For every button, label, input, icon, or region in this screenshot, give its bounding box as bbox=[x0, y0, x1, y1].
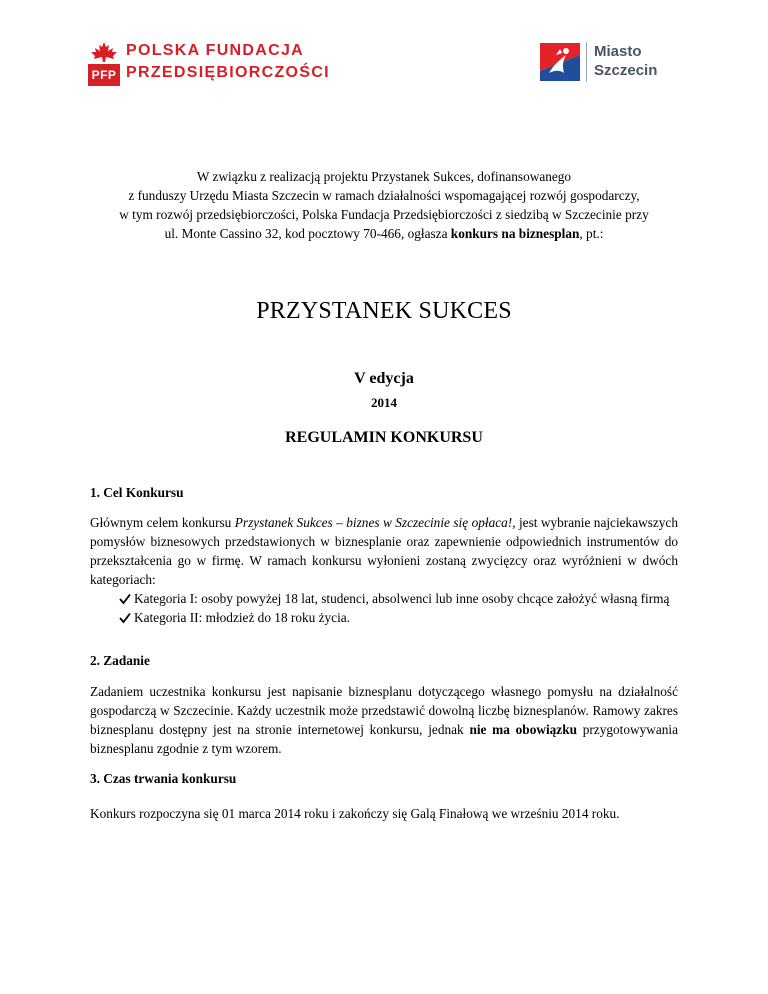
document-title: PRZYSTANEK SUKCES bbox=[256, 298, 512, 324]
intro-emphasis: konkurs na biznesplan bbox=[450, 226, 580, 241]
section-3-heading: 3. Czas trwania konkursu bbox=[90, 771, 237, 786]
pfp-mark bbox=[88, 42, 120, 86]
text-run: Głównym celem konkursu bbox=[90, 515, 235, 530]
regulation-title: REGULAMIN KONKURSU bbox=[285, 429, 483, 446]
list-item-text: Kategoria I: osoby powyżej 18 lat, studenci, absolwenci lub inne osoby chcące założyć własną firmą bbox=[134, 591, 670, 606]
pfp-logo-line2: PRZEDSIĘBIORCZOŚCI bbox=[126, 64, 330, 81]
intro-line: w tym rozwój przedsiębiorczości, Polska Fundacja Przedsiębiorczości z siedzibą w Szczecinie przy bbox=[119, 207, 649, 222]
section-2-body bbox=[90, 682, 678, 758]
contest-name: Przystanek Sukces – biznes w Szczecinie się opłaca!, bbox=[234, 515, 516, 530]
logo-divider bbox=[586, 42, 587, 82]
section-3-body bbox=[90, 804, 678, 823]
section-1-text bbox=[90, 513, 678, 589]
szczecin-emblem-icon bbox=[540, 43, 580, 81]
list-item bbox=[90, 589, 678, 608]
year-label: 2014 bbox=[371, 395, 397, 410]
szczecin-logo-line1: Miasto bbox=[594, 43, 642, 60]
section-1-body bbox=[90, 513, 678, 627]
list-item-text: Kategoria II: młodzież do 18 roku życia. bbox=[134, 610, 350, 625]
pfp-logo-line1: POLSKA FUNDACJA bbox=[126, 42, 305, 59]
szczecin-logo-line2: Szczecin bbox=[594, 62, 658, 79]
text-run: jest wybranie najciekawszych pomysłów biznesowych przedstawionych w biznesplanie oraz zapewnienie odpowiednich instrumentów do przekształcenia go w firmę. W ramach konkursu wyłonieni zostaną zwycięzcy oraz wyróżnieni w dwóch kategoriach: bbox=[90, 515, 678, 587]
checkmark-icon bbox=[118, 592, 132, 606]
edition-label: V edycja bbox=[354, 370, 414, 387]
text-run: przygotowywania biznesplanu zgodnie z tym wzorem. bbox=[90, 722, 678, 756]
intro-line: W związku z realizacją projektu Przystanek Sukces, dofinansowanego bbox=[196, 169, 572, 184]
list-item bbox=[90, 608, 678, 627]
section-3-text: Konkurs rozpoczyna się 01 marca 2014 roku i zakończy się Galą Finałową we wrześniu 2014 roku. bbox=[90, 806, 620, 821]
pfp-tag: PFP bbox=[88, 64, 120, 86]
intro-line bbox=[90, 224, 678, 243]
pfp-logo bbox=[88, 40, 330, 88]
emphasis: nie ma obowiązku bbox=[469, 722, 577, 737]
intro-text: ul. Monte Cassino 32, kod pocztowy 70-466, ogłasza bbox=[164, 226, 451, 241]
section-2-text bbox=[90, 682, 678, 758]
intro-paragraph bbox=[90, 167, 678, 243]
intro-line: z funduszy Urzędu Miasta Szczecin w ramach działalności wspomagającej rozwój gospodarczy, bbox=[128, 188, 640, 203]
maple-leaf-icon bbox=[91, 42, 117, 62]
szczecin-logo bbox=[540, 40, 680, 84]
category-list bbox=[90, 589, 678, 627]
section-1-heading: 1. Cel Konkursu bbox=[90, 485, 184, 500]
text-run: Zadaniem uczestnika konkursu jest napisanie biznesplanu dotyczącego własnego pomysłu na działalność gospodarczą w Szczecinie. Każdy uczestnik może przedstawić dowolną liczbę biznesplanów. Ramowy zakres biznesplanu dostępny jest na stronie internetowej konkursu, jednak bbox=[90, 684, 678, 737]
intro-text: , pt.: bbox=[579, 226, 604, 241]
checkmark-icon bbox=[118, 611, 132, 625]
section-2-heading: 2. Zadanie bbox=[90, 653, 150, 668]
